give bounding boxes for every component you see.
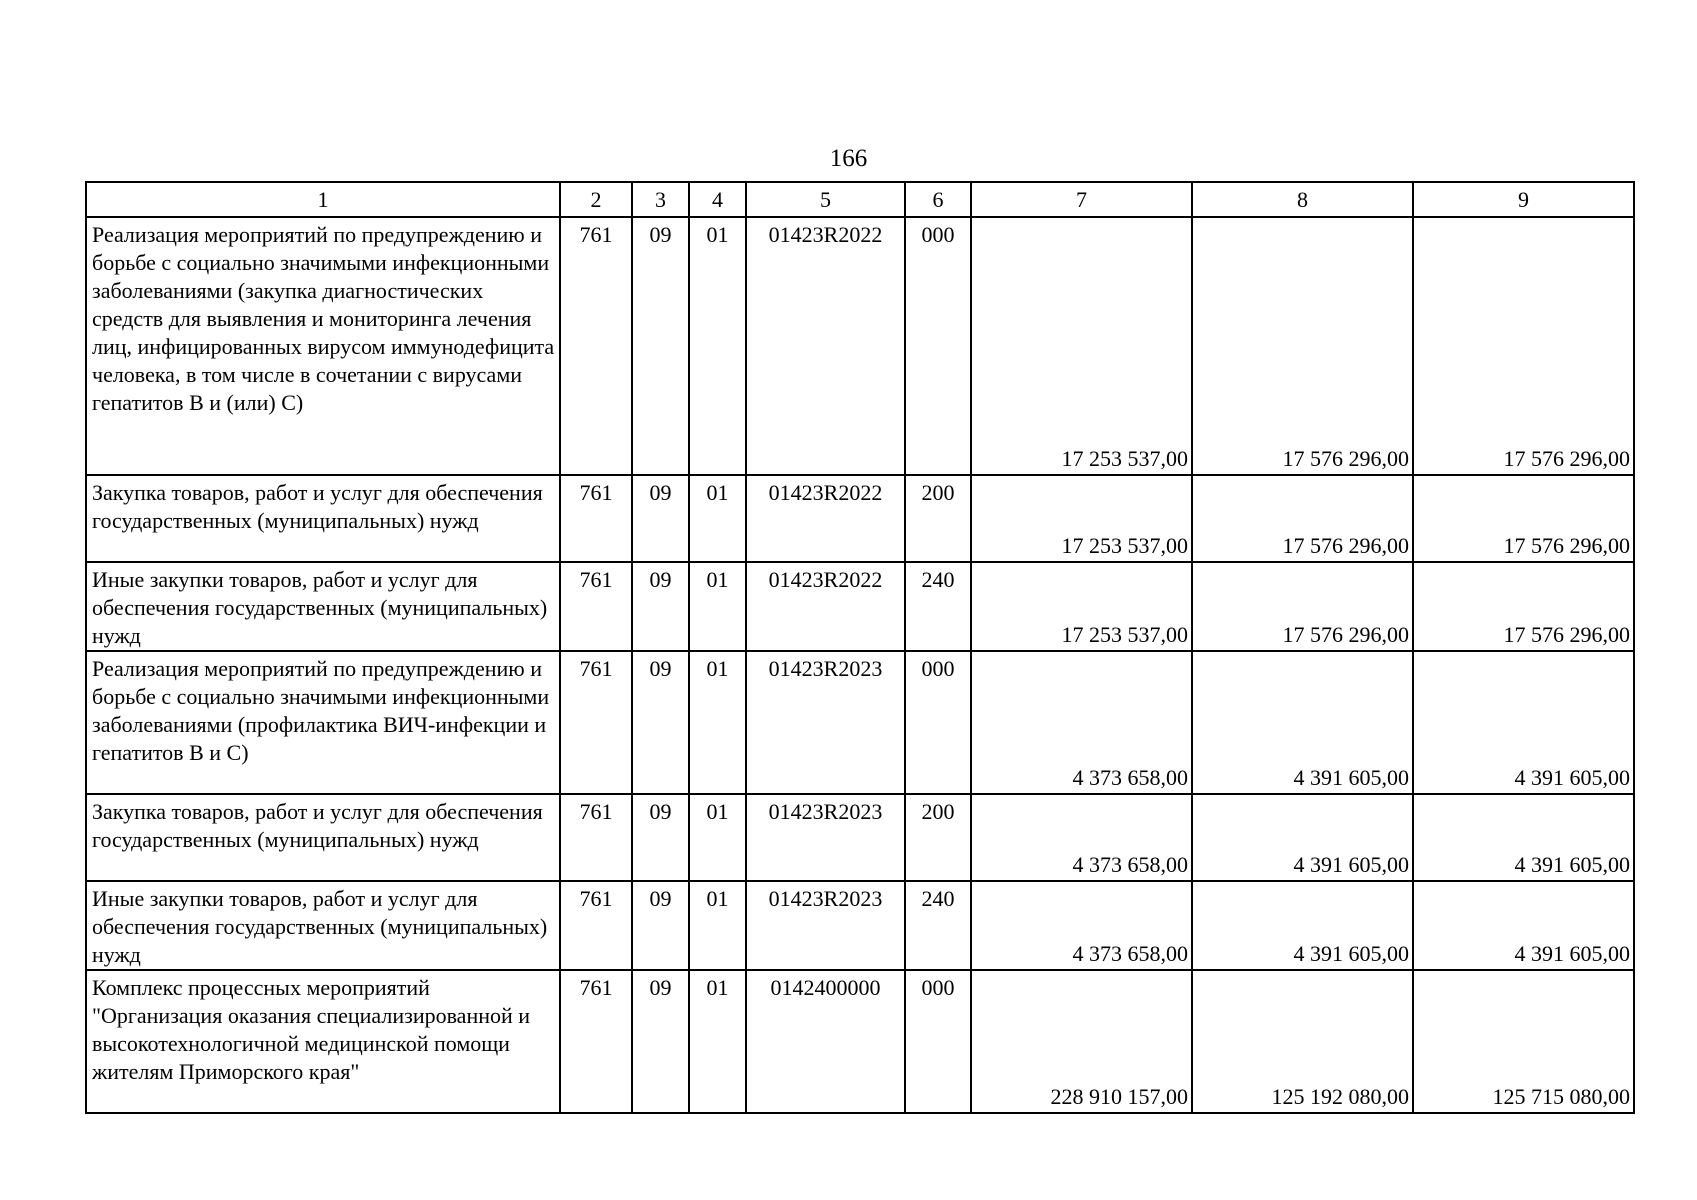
target-article-code: 01423R2023 <box>746 651 905 794</box>
expense-type-code: 200 <box>905 794 971 881</box>
row-name: Иные закупки товаров, работ и услуг для обеспечения государственных (муниципальных) нужд <box>86 881 560 970</box>
column-header: 6 <box>905 182 971 217</box>
amount-col7: 17 253 537,00 <box>971 217 1192 475</box>
amount-col9: 4 391 605,00 <box>1413 651 1634 794</box>
section-code: 09 <box>632 562 689 651</box>
expense-type-code: 240 <box>905 881 971 970</box>
ved-code: 761 <box>560 217 632 475</box>
section-code: 09 <box>632 881 689 970</box>
row-name: Реализация мероприятий по предупреждению и борьбе с социально значимыми инфекционными заболеваниями (профилактика ВИЧ-инфекции и гепатитов В и С) <box>86 651 560 794</box>
target-article-code: 01423R2023 <box>746 794 905 881</box>
amount-col7: 4 373 658,00 <box>971 651 1192 794</box>
section-code: 09 <box>632 970 689 1113</box>
column-header: 5 <box>746 182 905 217</box>
page-number: 166 <box>829 145 868 172</box>
column-header: 9 <box>1413 182 1634 217</box>
amount-col9: 17 576 296,00 <box>1413 562 1634 651</box>
subsection-code: 01 <box>689 651 746 794</box>
section-code: 09 <box>632 651 689 794</box>
target-article-code: 01423R2022 <box>746 562 905 651</box>
ved-code: 761 <box>560 475 632 562</box>
amount-col9: 4 391 605,00 <box>1413 881 1634 970</box>
subsection-code: 01 <box>689 217 746 475</box>
expense-type-code: 000 <box>905 651 971 794</box>
section-code: 09 <box>632 217 689 475</box>
amount-col8: 4 391 605,00 <box>1192 881 1413 970</box>
target-article-code: 01423R2022 <box>746 475 905 562</box>
ved-code: 761 <box>560 651 632 794</box>
budget-table <box>85 181 1635 1114</box>
target-article-code: 01423R2023 <box>746 881 905 970</box>
column-header: 7 <box>971 182 1192 217</box>
expense-type-code: 240 <box>905 562 971 651</box>
ved-code: 761 <box>560 562 632 651</box>
ved-code: 761 <box>560 970 632 1113</box>
amount-col7: 4 373 658,00 <box>971 881 1192 970</box>
table-row <box>86 881 1634 970</box>
column-header: 1 <box>86 182 560 217</box>
subsection-code: 01 <box>689 794 746 881</box>
amount-col9: 125 715 080,00 <box>1413 970 1634 1113</box>
amount-col7: 4 373 658,00 <box>971 794 1192 881</box>
amount-col8: 4 391 605,00 <box>1192 794 1413 881</box>
table-row <box>86 217 1634 475</box>
section-code: 09 <box>632 794 689 881</box>
column-header: 2 <box>560 182 632 217</box>
column-header: 3 <box>632 182 689 217</box>
subsection-code: 01 <box>689 970 746 1113</box>
amount-col7: 228 910 157,00 <box>971 970 1192 1113</box>
amount-col8: 17 576 296,00 <box>1192 217 1413 475</box>
table-header-row <box>86 182 1634 217</box>
amount-col9: 4 391 605,00 <box>1413 794 1634 881</box>
column-header: 4 <box>689 182 746 217</box>
row-name: Иные закупки товаров, работ и услуг для обеспечения государственных (муниципальных) нужд <box>86 562 560 651</box>
amount-col8: 4 391 605,00 <box>1192 651 1413 794</box>
table-row <box>86 794 1634 881</box>
ved-code: 761 <box>560 794 632 881</box>
column-header: 8 <box>1192 182 1413 217</box>
row-name: Комплекс процессных мероприятий "Организация оказания специализированной и высокотехнологичной медицинской помощи жителям Приморского края" <box>86 970 560 1113</box>
section-code: 09 <box>632 475 689 562</box>
table-row <box>86 651 1634 794</box>
ved-code: 761 <box>560 881 632 970</box>
target-article-code: 0142400000 <box>746 970 905 1113</box>
row-name: Закупка товаров, работ и услуг для обеспечения государственных (муниципальных) нужд <box>86 475 560 562</box>
subsection-code: 01 <box>689 562 746 651</box>
expense-type-code: 200 <box>905 475 971 562</box>
expense-type-code: 000 <box>905 970 971 1113</box>
table-row <box>86 562 1634 651</box>
table-row <box>86 475 1634 562</box>
amount-col9: 17 576 296,00 <box>1413 217 1634 475</box>
amount-col8: 17 576 296,00 <box>1192 562 1413 651</box>
amount-col7: 17 253 537,00 <box>971 562 1192 651</box>
expense-type-code: 000 <box>905 217 971 475</box>
row-name: Закупка товаров, работ и услуг для обеспечения государственных (муниципальных) нужд <box>86 794 560 881</box>
amount-col8: 125 192 080,00 <box>1192 970 1413 1113</box>
amount-col9: 17 576 296,00 <box>1413 475 1634 562</box>
amount-col8: 17 576 296,00 <box>1192 475 1413 562</box>
subsection-code: 01 <box>689 475 746 562</box>
amount-col7: 17 253 537,00 <box>971 475 1192 562</box>
subsection-code: 01 <box>689 881 746 970</box>
row-name: Реализация мероприятий по предупреждению и борьбе с социально значимыми инфекционными заболеваниями (закупка диагностических средств для выявления и мониторинга лечения лиц, инфицированных вирусом иммунодефицита человека, в том числе в сочетании с вирусами гепатитов В и (или) С) <box>86 217 560 475</box>
target-article-code: 01423R2022 <box>746 217 905 475</box>
table-row <box>86 970 1634 1113</box>
